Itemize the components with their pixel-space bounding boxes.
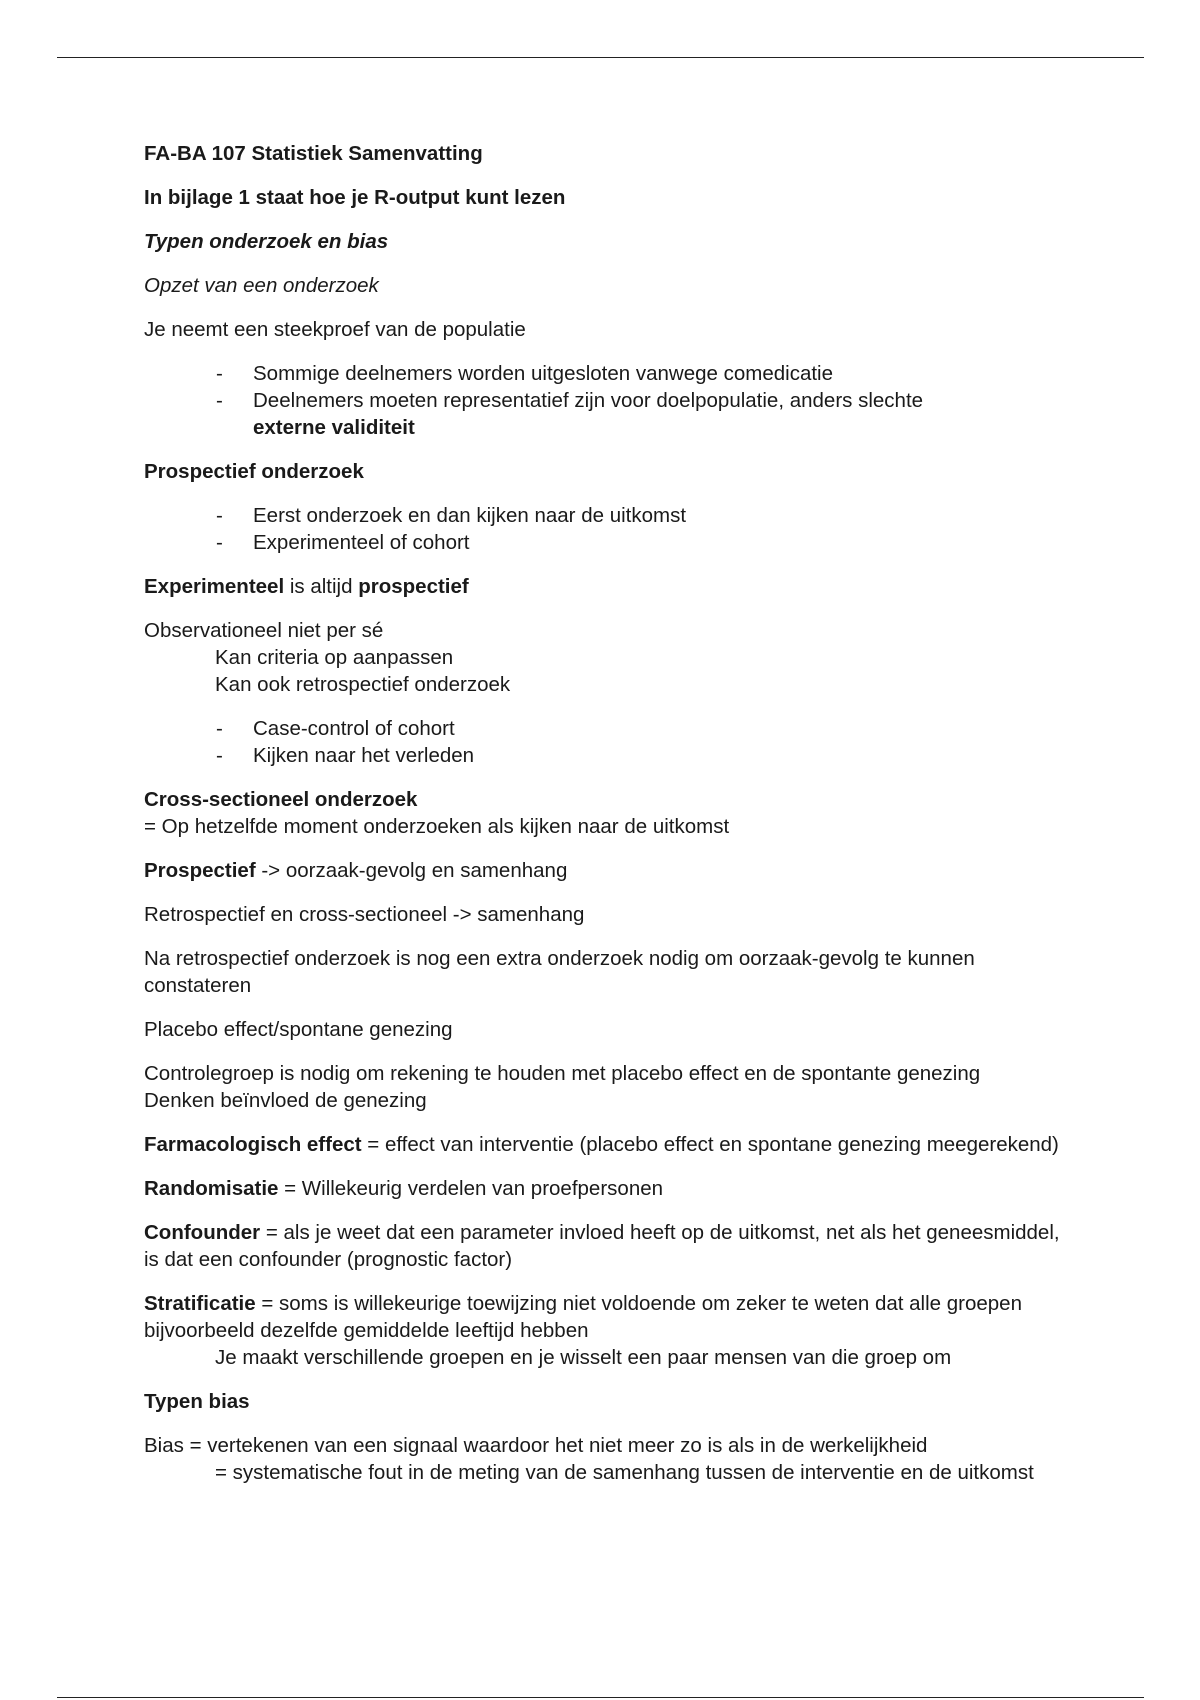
paragraph-stratificatie: Stratificatie = soms is willekeurige toewijzing niet voldoende om zeker te weten dat alle groepen bijvoorbeeld dezelfde gemiddelde leeftijd hebben: [144, 1292, 1022, 1342]
bottom-rule: [57, 1697, 1144, 1698]
heading-prospectief: Prospectief onderzoek: [144, 460, 364, 483]
subsection-heading: Opzet van een onderzoek: [144, 274, 379, 297]
paragraph-na-retrospectief: Na retrospectief onderzoek is nog een extra onderzoek nodig om oorzaak-gevolg te kunnen constateren: [144, 947, 975, 997]
top-rule: [57, 57, 1144, 58]
document-title: FA-BA 107 Statistiek Samenvatting: [144, 142, 483, 165]
paragraph-placebo: Placebo effect/spontane genezing: [144, 1018, 453, 1041]
list-retrospectief: [144, 715, 1064, 769]
paragraph-steekproef: Je neemt een steekproef van de populatie: [144, 318, 526, 341]
list-item: - Deelnemers moeten representatief zijn voor doelpopulatie, anders slechte externe validiteit: [216, 389, 924, 439]
list-item: - Case-control of cohort: [216, 717, 455, 740]
dash-bullet: -: [216, 744, 223, 767]
paragraph-experimenteel: Experimenteel is altijd prospectief: [144, 575, 469, 598]
list-item: - Sommige deelnemers worden uitgesloten vanwege comedicatie: [216, 362, 834, 385]
paragraph-bias-definition: = systematische fout in de meting van de samenhang tussen de interventie en de uitkomst: [215, 1461, 1034, 1484]
dash-bullet: -: [216, 504, 223, 527]
dash-bullet: -: [216, 717, 223, 740]
heading-typen-bias: Typen bias: [144, 1390, 250, 1413]
paragraph-denken: Denken beïnvloed de genezing: [144, 1089, 427, 1112]
paragraph-bias: Bias = vertekenen van een signaal waardoor het niet meer zo is als in de werkelijkheid: [144, 1434, 928, 1457]
definition-cross-sectioneel: = Op hetzelfde moment onderzoeken als kijken naar de uitkomst: [144, 815, 730, 838]
list-item: - Eerst onderzoek en dan kijken naar de uitkomst: [216, 504, 687, 527]
paragraph-confounder: Confounder = als je weet dat een parameter invloed heeft op de uitkomst, net als het geneesmiddel, is dat een confounder (prognostic factor): [144, 1221, 1060, 1271]
list-deelnemers: [144, 360, 1064, 441]
dash-bullet: -: [216, 362, 223, 385]
paragraph-stratificatie-indent: Je maakt verschillende groepen en je wisselt een paar mensen van die groep om: [215, 1346, 952, 1369]
list-item: - Kijken naar het verleden: [216, 744, 475, 767]
document-subtitle: In bijlage 1 staat hoe je R-output kunt lezen: [144, 186, 566, 209]
list-item: - Experimenteel of cohort: [216, 531, 470, 554]
paragraph-farmacologisch: Farmacologisch effect = effect van interventie (placebo effect en spontane genezing meegerekend): [144, 1133, 1059, 1156]
list-prospectief: [144, 502, 1064, 556]
paragraph-observationeel-line3: Kan ook retrospectief onderzoek: [215, 673, 511, 696]
section-heading: Typen onderzoek en bias: [144, 230, 389, 253]
paragraph-controlegroep: Controlegroep is nodig om rekening te houden met placebo effect en de spontante genezing: [144, 1062, 981, 1085]
paragraph-observationeel-line2: Kan criteria op aanpassen: [215, 646, 454, 669]
heading-cross-sectioneel: Cross-sectioneel onderzoek: [144, 788, 418, 811]
paragraph-retrospectief: Retrospectief en cross-sectioneel -> samenhang: [144, 903, 585, 926]
paragraph-observationeel: Observationeel niet per sé: [144, 619, 384, 642]
paragraph-prospectief: Prospectief -> oorzaak-gevolg en samenhang: [144, 859, 568, 882]
dash-bullet: -: [216, 389, 223, 412]
paragraph-randomisatie: Randomisatie = Willekeurig verdelen van proefpersonen: [144, 1177, 664, 1200]
dash-bullet: -: [216, 531, 223, 554]
document-body: [144, 140, 1064, 1503]
